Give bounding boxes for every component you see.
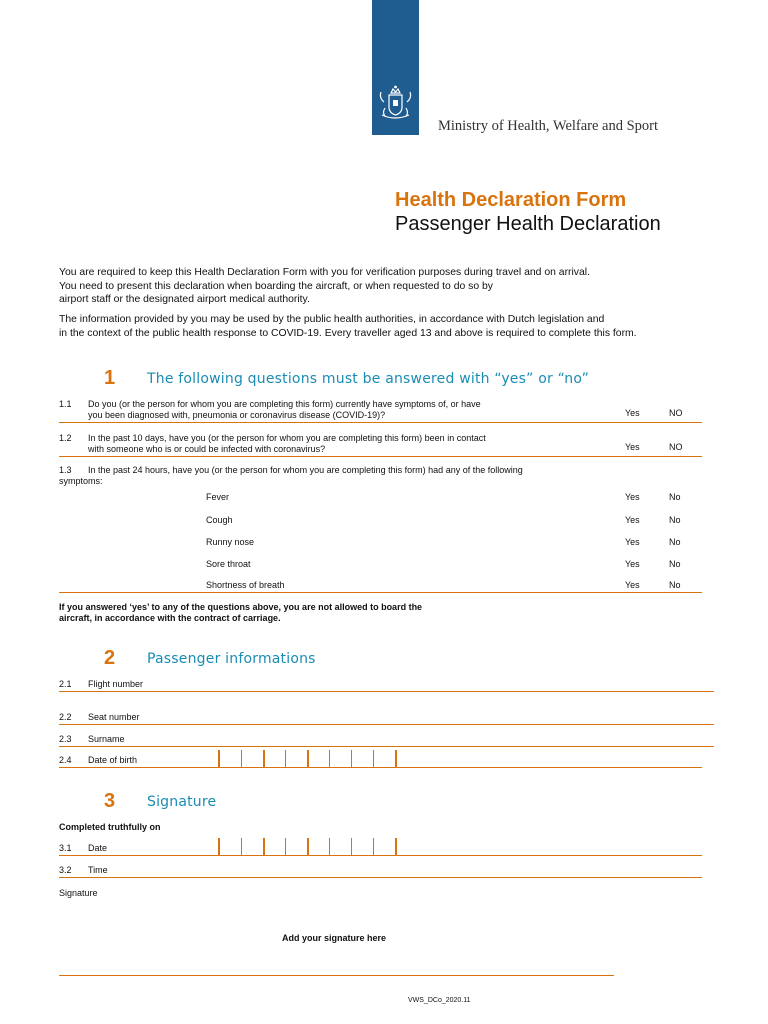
question-number: 1.1 bbox=[59, 399, 72, 409]
date-boxes[interactable] bbox=[218, 838, 400, 856]
symptom-sore-throat-label: Sore throat bbox=[206, 559, 251, 569]
date-box-divider bbox=[241, 750, 242, 768]
question-text-continued: symptoms: bbox=[59, 476, 103, 486]
question-text bbox=[88, 433, 486, 455]
signature-hint: Add your signature here bbox=[282, 933, 387, 943]
date-box-divider bbox=[351, 838, 352, 856]
intro-paragraph-2 bbox=[59, 313, 637, 340]
surname-label: Surname bbox=[88, 734, 125, 744]
section-1-title: The following questions must be answered with “yes” or “no” bbox=[147, 371, 590, 387]
date-box-divider bbox=[218, 838, 220, 856]
answer-no[interactable]: NO bbox=[669, 442, 683, 452]
divider-line bbox=[59, 592, 702, 593]
date-box-divider bbox=[285, 750, 286, 768]
section-1-number: 1 bbox=[104, 367, 116, 389]
seat-number-field[interactable] bbox=[59, 724, 714, 725]
question-line: with someone who is or could be infected with coronavirus? bbox=[88, 444, 326, 454]
question-number: 1.2 bbox=[59, 433, 72, 443]
flight-number-label: Flight number bbox=[88, 679, 144, 689]
section-3-number: 3 bbox=[104, 790, 116, 812]
date-of-birth-field bbox=[59, 767, 702, 768]
answer-yes[interactable]: Yes bbox=[625, 442, 640, 452]
field-number: 2.1 bbox=[59, 679, 72, 689]
question-number: 1.3 bbox=[59, 465, 72, 475]
form-subtitle: Passenger Health Declaration bbox=[395, 213, 661, 235]
time-label: Time bbox=[88, 865, 108, 875]
ministry-name: Ministry of Health, Welfare and Sport bbox=[438, 118, 659, 134]
date-box-divider bbox=[329, 750, 330, 768]
intro-paragraph-1 bbox=[59, 266, 590, 307]
intro-line: You need to present this declaration when boarding the aircraft, or when requested to do so by bbox=[59, 280, 493, 292]
warning-line: aircraft, in accordance with the contract of carriage. bbox=[59, 613, 281, 623]
date-box-divider bbox=[241, 838, 242, 856]
intro-line: airport staff or the designated airport medical authority. bbox=[59, 294, 310, 305]
date-of-birth-boxes[interactable] bbox=[218, 750, 400, 768]
completed-truthfully-label: Completed truthfully on bbox=[59, 822, 161, 832]
answer-no[interactable]: No bbox=[669, 559, 681, 569]
field-number: 2.4 bbox=[59, 755, 72, 765]
symptom-shortness-of-breath-label: Shortness of breath bbox=[206, 580, 285, 590]
answer-yes[interactable]: Yes bbox=[625, 559, 640, 569]
answer-no[interactable]: No bbox=[669, 580, 681, 590]
question-line: In the past 10 days, have you (or the person for whom you are completing this form) been in contact bbox=[88, 433, 486, 443]
divider-line bbox=[59, 456, 702, 457]
date-box-divider bbox=[307, 838, 309, 856]
form-title: Health Declaration Form bbox=[395, 189, 627, 211]
date-box-divider bbox=[263, 838, 265, 856]
intro-line: in the context of the public health response to COVID-19. Every traveller aged 13 and above is required to complete this form. bbox=[59, 327, 637, 339]
date-box-divider bbox=[307, 750, 309, 768]
date-box-divider bbox=[373, 750, 374, 768]
answer-no[interactable]: No bbox=[669, 492, 681, 502]
form-code: VWS_DCo_2020.11 bbox=[408, 997, 471, 1004]
answer-no[interactable]: No bbox=[669, 537, 681, 547]
intro-line: The information provided by you may be used by the public health authorities, in accordance with Dutch legislation and bbox=[59, 314, 605, 325]
signature-label: Signature bbox=[59, 888, 98, 898]
section-2-number: 2 bbox=[104, 647, 116, 669]
section-3-title: Signature bbox=[147, 794, 217, 810]
date-box-divider bbox=[218, 750, 220, 768]
answer-yes[interactable]: Yes bbox=[625, 537, 640, 547]
date-label: Date bbox=[88, 843, 108, 853]
field-number: 3.1 bbox=[59, 843, 72, 853]
date-box-divider bbox=[351, 750, 352, 768]
date-of-birth-label: Date of birth bbox=[88, 755, 138, 765]
date-box-divider bbox=[395, 750, 397, 768]
answer-yes[interactable]: Yes bbox=[625, 492, 640, 502]
answer-yes[interactable]: Yes bbox=[625, 580, 640, 590]
coat-of-arms-icon bbox=[372, 0, 419, 135]
answer-yes[interactable]: Yes bbox=[625, 408, 640, 418]
answer-no[interactable]: NO bbox=[669, 408, 683, 418]
date-box-divider bbox=[373, 838, 374, 856]
answer-yes[interactable]: Yes bbox=[625, 515, 640, 525]
question-text bbox=[88, 399, 481, 421]
field-number: 2.3 bbox=[59, 734, 72, 744]
question-text: In the past 24 hours, have you (or the person for whom you are completing this form) had any of the following bbox=[88, 465, 523, 475]
field-number: 3.2 bbox=[59, 865, 72, 875]
surname-field[interactable] bbox=[59, 746, 714, 747]
symptom-fever-label: Fever bbox=[206, 492, 230, 502]
date-box-divider bbox=[263, 750, 265, 768]
date-field bbox=[59, 855, 702, 856]
date-box-divider bbox=[395, 838, 397, 856]
date-box-divider bbox=[285, 838, 286, 856]
warning-line: If you answered ‘yes’ to any of the questions above, you are not allowed to board the bbox=[59, 602, 423, 612]
signature-field[interactable] bbox=[59, 975, 614, 976]
field-number: 2.2 bbox=[59, 712, 72, 722]
intro-line: You are required to keep this Health Declaration Form with you for verification purposes during travel and on arrival. bbox=[59, 267, 590, 278]
symptom-cough-label: Cough bbox=[206, 515, 233, 525]
boarding-warning bbox=[59, 602, 422, 624]
date-box-divider bbox=[329, 838, 330, 856]
question-line: Do you (or the person for whom you are completing this form) currently have symptoms of, or have bbox=[88, 399, 481, 409]
symptom-runny-nose-label: Runny nose bbox=[206, 537, 255, 547]
question-line: you been diagnosed with, pneumonia or coronavirus disease (COVID-19)? bbox=[88, 410, 386, 420]
section-2-title: Passenger informations bbox=[147, 651, 316, 667]
flight-number-field[interactable] bbox=[59, 691, 714, 692]
answer-no[interactable]: No bbox=[669, 515, 681, 525]
government-logo-bar bbox=[372, 0, 419, 135]
seat-number-label: Seat number bbox=[88, 712, 140, 722]
divider-line bbox=[59, 422, 702, 423]
time-field[interactable] bbox=[59, 877, 702, 878]
